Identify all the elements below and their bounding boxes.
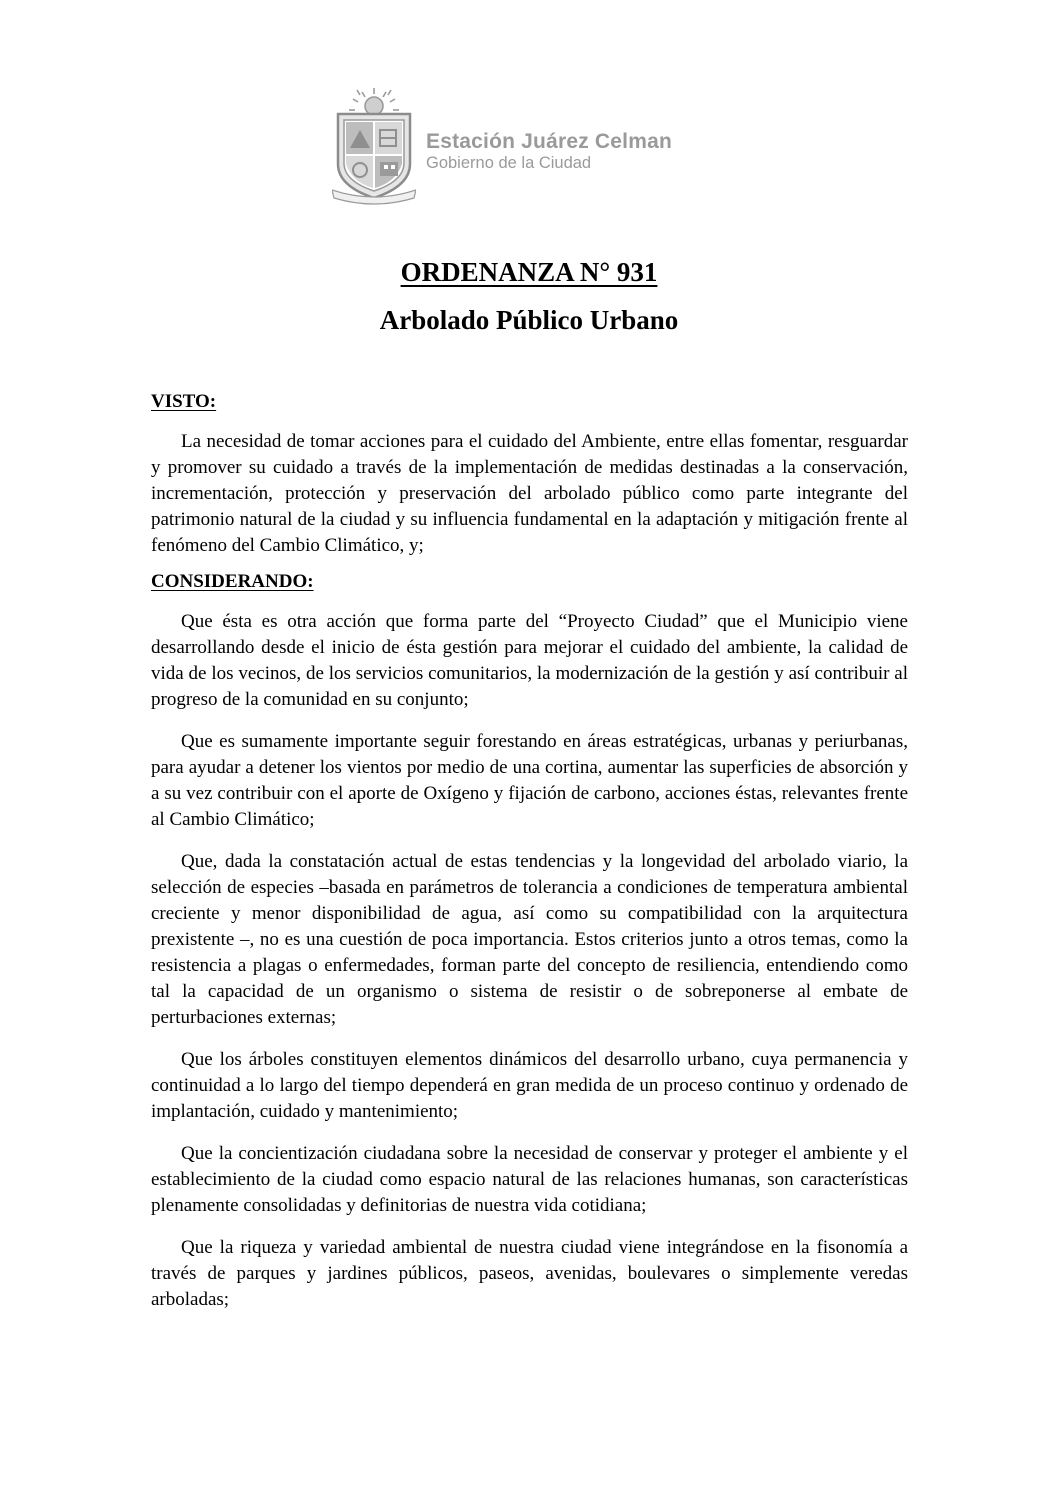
document-title-block	[0, 252, 1058, 340]
municipal-coat-of-arms-icon	[332, 86, 416, 206]
visto-paragraph: La necesidad de tomar acciones para el cuidado del Ambiente, entre ellas fomentar, resguardar y promover su cuidado a través de la implementación de medidas destinadas a la conservación, incrementación, protección y preservación del arbolado público como parte integrante del patrimonio natural de la ciudad y su influencia fundamental en la adaptación y mitigación frente al fenómeno del Cambio Climático, y;	[151, 431, 908, 556]
ordinance-title: ORDENANZA N° 931	[400, 257, 658, 287]
considerando-paragraph: Que los árboles constituyen elementos dinámicos del desarrollo urbano, cuya permanencia y continuidad a lo largo del tiempo dependerá en gran medida de un proceso continuo y ordenado de implantación, cuidado y mantenimiento;	[151, 1049, 908, 1122]
considerando-paragraph: Que la riqueza y variedad ambiental de nuestra ciudad viene integrándose en la fisonomía a través de parques y jardines públicos, paseos, avenidas, boulevares o simplemente veredas arboladas;	[151, 1237, 908, 1310]
considerando-paragraph: Que, dada la constatación actual de estas tendencias y la longevidad del arbolado viario, la selección de especies –basada en parámetros de tolerancia a condiciones de temperatura ambiental creciente y menor disponibilidad de agua, así como su compatibilidad con la arquitectura prexistente –, no es una cuestión de poca importancia. Estos criterios junto a otros temas, como la resistencia a plagas o enfermedades, forman parte del concepto de resiliencia, entendiendo como tal la capacidad de un organismo o sistema de resistir o de sobreponerse al embate de perturbaciones externas;	[151, 851, 908, 1028]
visto-heading: VISTO:	[151, 391, 217, 412]
letterhead	[332, 86, 712, 208]
considerando-paragraph: Que es sumamente importante seguir forestando en áreas estratégicas, urbanas y periurbanas, para ayudar a detener los vientos por medio de una cortina, aumentar las superficies de absorción y a su vez contribuir con el aporte de Oxígeno y fijación de carbono, acciones éstas, relevantes frente al Cambio Climático;	[151, 731, 908, 830]
ordinance-subtitle: Arbolado Público Urbano	[379, 305, 679, 335]
municipality-brand	[426, 130, 672, 172]
municipality-name: Estación Juárez Celman	[426, 130, 672, 153]
document-body	[151, 389, 908, 1329]
considerando-heading: CONSIDERANDO:	[151, 571, 314, 592]
considerando-paragraph: Que ésta es otra acción que forma parte del “Proyecto Ciudad” que el Municipio viene desarrollando desde el inicio de ésta gestión para mejorar el cuidado del ambiente, la calidad de vida de los vecinos, de los servicios comunitarios, la modernización de la gestión y así contribuir al progreso de la comunidad en su conjunto;	[151, 611, 908, 710]
municipality-subtitle: Gobierno de la Ciudad	[426, 154, 592, 172]
considerando-paragraph: Que la concientización ciudadana sobre la necesidad de conservar y proteger el ambiente y el establecimiento de la ciudad como espacio natural de las relaciones humanas, son características plenamente consolidadas y definitorias de nuestra vida cotidiana;	[151, 1143, 908, 1216]
